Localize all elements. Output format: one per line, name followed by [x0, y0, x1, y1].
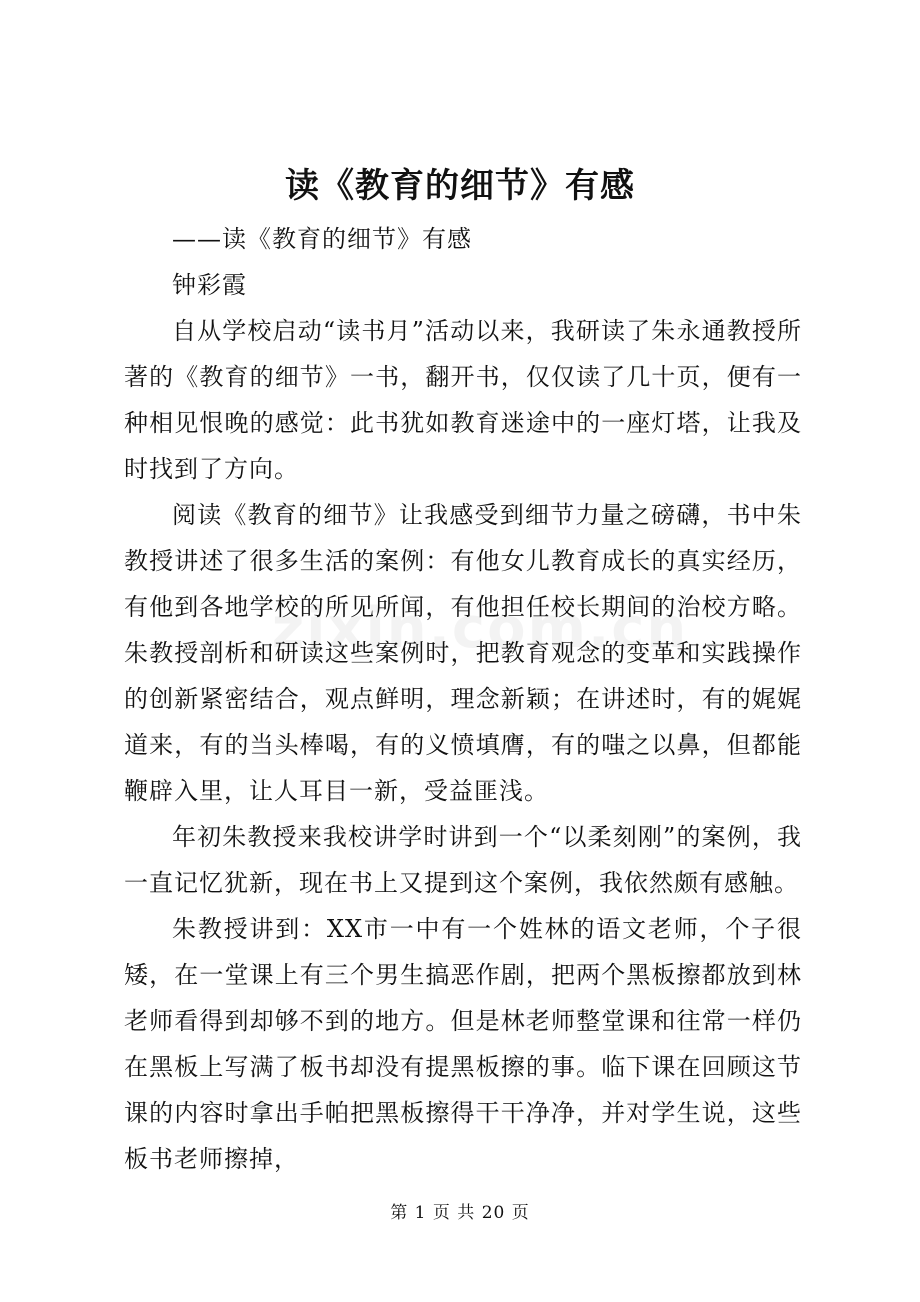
page-footer: 第 1 页 共 20 页: [390, 1203, 530, 1223]
document-body: [124, 216, 802, 1182]
paragraph: 阅读《教育的细节》让我感受到细节力量之磅礴，书中朱教授讲述了很多生活的案例：有他女儿教育成长的真实经历，有他到各地学校的所见所闻，有他担任校长期间的治校方略。朱教授剖析和研读这些案例时，把教育观念的变革和实践操作的创新紧密结合，观点鲜明，理念新颖；在讲述时，有的娓娓道来，有的当头棒喝，有的义愤填膺，有的嗤之以鼻，但都能鞭辟入里，让人耳目一新，受益匪浅。: [124, 501, 802, 805]
document-title: 读《教育的细节》有感: [285, 166, 635, 206]
subtitle: ——读《教育的细节》有感: [172, 225, 472, 253]
paragraph: 自从学校启动“读书月”活动以来，我研读了朱永通教授所著的《教育的细节》一书，翻开书，仅仅读了几十页，便有一种相见恨晚的感觉：此书犹如教育迷途中的一座灯塔，让我及时找到了方向。: [124, 317, 802, 483]
paragraph: 年初朱教授来我校讲学时讲到一个“以柔刻刚”的案例，我一直记忆犹新，现在书上又提到这个案例，我依然颇有感触。: [124, 823, 802, 897]
author: 钟彩霞: [172, 271, 247, 299]
paragraph: 朱教授讲到：XX市一中有一个姓林的语文老师，个子很矮，在一堂课上有三个男生搞恶作剧，把两个黑板擦都放到林老师看得到却够不到的地方。但是林老师整堂课和往常一样仍在黑板上写满了板书却没有提黑板擦的事。临下课在回顾这节课的内容时拿出手帕把黑板擦得干干净净，并对学生说，这些板书老师擦掉，: [124, 915, 802, 1173]
